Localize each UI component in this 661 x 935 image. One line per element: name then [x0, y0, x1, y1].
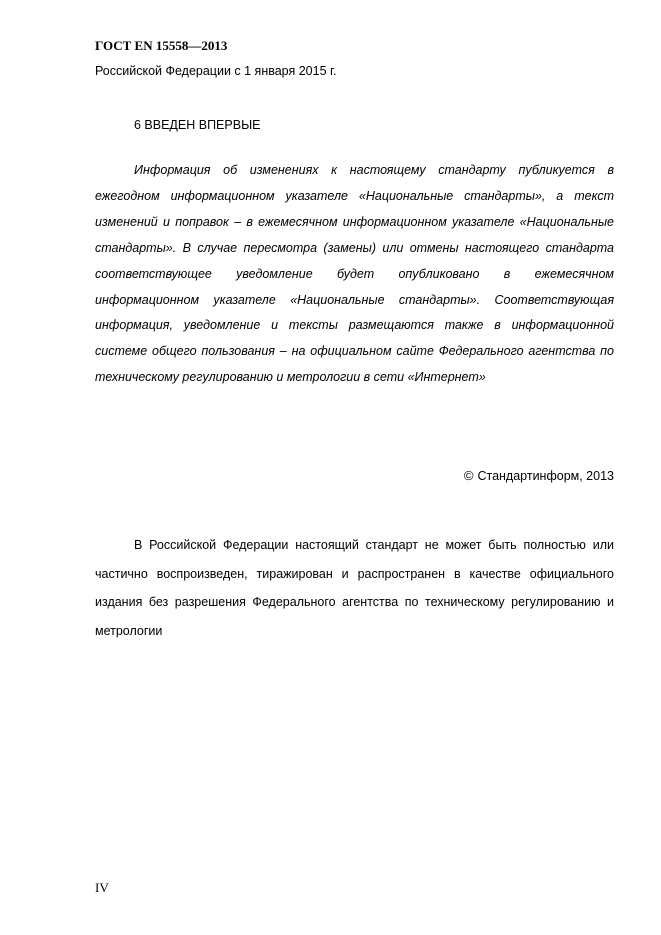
standard-designation: ГОСТ EN 15558—2013 [95, 38, 228, 53]
copyright-text: Стандартинформ, 2013 [477, 469, 614, 483]
copyright-line [464, 468, 614, 484]
effective-date-text: Российской Федерации с 1 января 2015 г. [95, 64, 337, 78]
change-information-paragraph: Информация об изменениях к настоящему стандарту публикуется в ежегодном информационном указателе «Национальные стандарты», а текст изменений и поправок – в ежемесячном информационном указателе «Национальные стандарты». В случае пересмотра (замены) или отмены настоящего стандарта соответствующее уведомление будет опубликовано в ежемесячном информационном указателе «Национальные стандарты». Соответствующая информация, уведомление и тексты размещаются также в информационной системе общего пользования – на официальном сайте Федерального агентства по техническому регулированию и метрологии в сети «Интернет» [95, 163, 614, 385]
introduced-first-note: 6 ВВЕДЕН ВПЕРВЫЕ [134, 118, 261, 132]
copyright-icon: © [463, 468, 474, 483]
reproduction-rights-paragraph: В Российской Федерации настоящий стандарт не может быть полностью или частично воспроизведен, тиражирован и распространен в качестве официального издания без разрешения Федерального агентства по техническому регулированию и метрологии [95, 538, 614, 638]
page-number: IV [95, 880, 109, 895]
